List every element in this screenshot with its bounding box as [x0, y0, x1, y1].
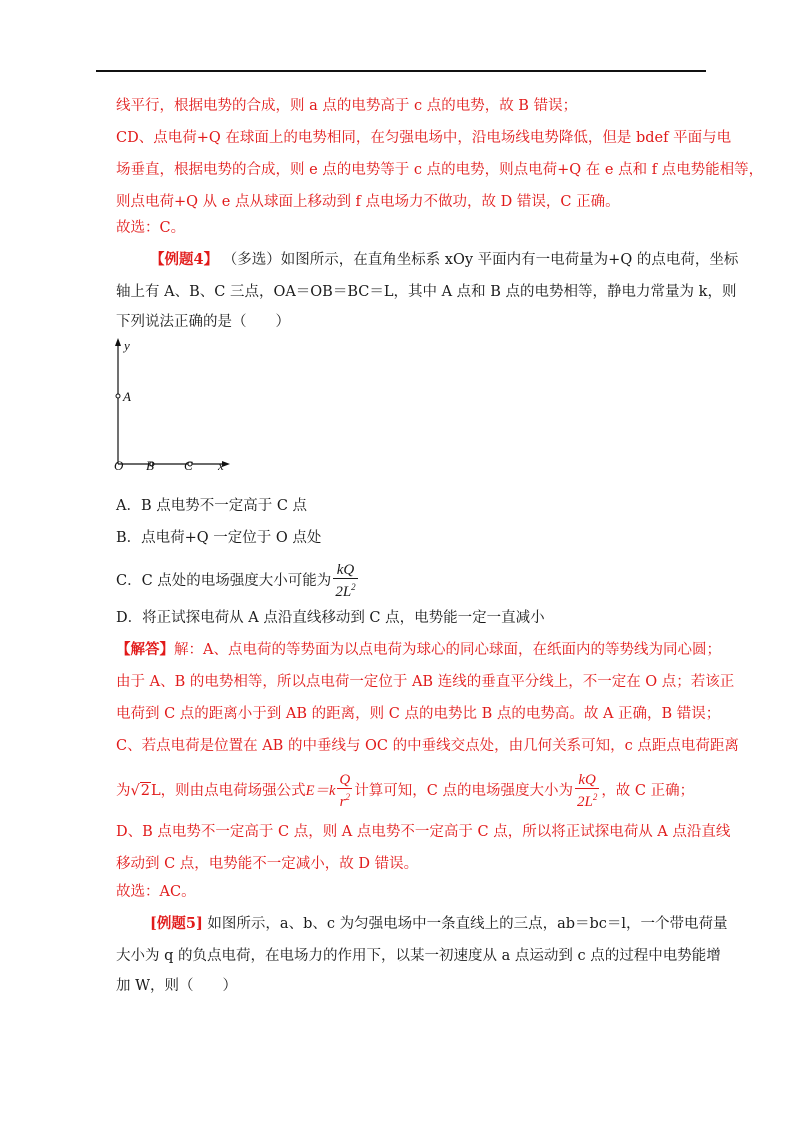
- answer-text-5b: L，则由点电荷场强公式: [150, 783, 306, 799]
- final-answer-c: 故选：C。: [116, 220, 186, 236]
- solution-line-4: 则点电荷+Q 从 e 点从球面上移动到 f 点电场力不做功，故 D 错误，C 正确。: [116, 194, 620, 210]
- final-answer-ac: 故选：AC。: [116, 884, 196, 900]
- answer-line-6: D、B 点电势不一定高于 C 点，则 A 点电势不一定高于 C 点，所以将正试探电荷从 A 点沿直线: [116, 824, 731, 840]
- x-axis: [118, 461, 230, 467]
- option-c: [116, 562, 360, 600]
- answer-line-4: C、若点电荷是位置在 AB 的中垂线与 OC 的中垂线交点处，由几何关系可知，c 点距点电荷距离: [116, 738, 739, 754]
- example5-line-1: [150, 914, 728, 934]
- example4-line-2: 轴上有 A、B、C 三点，OA＝OB＝BC＝L，其中 A 点和 B 点的电势相等，静电力常量为 k，则: [116, 284, 737, 300]
- answer-text-5d: ，故 C 正确；: [601, 783, 695, 799]
- y-axis: [115, 338, 121, 464]
- label-b: B: [146, 458, 154, 473]
- answer-line-5: [116, 772, 694, 810]
- coordinate-figure: [110, 336, 240, 476]
- kq-over-2l2-fraction: $\frac{kQ}{2L^2}$: [335, 562, 356, 600]
- header-rule: [96, 70, 706, 72]
- e-formula: E＝k: [305, 783, 336, 799]
- solution-line-2: CD、点电荷+Q 在球面上的电势相同，在匀强电场中，沿电场线电势降低，但是 bdef 平面与电: [116, 130, 732, 146]
- answer-line-2: 由于 A、B 的电势相等，所以点电荷一定位于 AB 连线的垂直平分线上，不一定在 O 点；若该正: [116, 674, 735, 690]
- example4-tag: 【例题4】: [150, 251, 219, 268]
- point-a: [116, 394, 120, 398]
- y-axis-label: y: [124, 338, 130, 353]
- answer-text-1: 解：A、点电荷的等势面为以点电荷为球心的同心球面，在纸面内的等势线为同心圆；: [174, 642, 721, 658]
- answer-tag: 【解答】: [116, 641, 174, 658]
- option-b: B．点电荷+Q 一定位于 O 点处: [116, 530, 322, 546]
- example5-tag: [例题5]: [150, 915, 203, 932]
- x-axis-label: x: [218, 458, 224, 473]
- solution-line-3: 场垂直，根据电势的合成，则 e 点的电势等于 c 点的电势，则点电荷+Q 在 e 点和 f 点电势能相等，: [116, 162, 764, 178]
- sqrt-two: √2: [130, 783, 150, 799]
- label-c: C: [184, 458, 193, 473]
- q-over-r2-fraction: $\frac{Q}{r^2}$: [339, 772, 351, 810]
- answer-text-5a: 为: [116, 783, 131, 799]
- example4-line-1: [150, 250, 738, 270]
- answer-line-3: 电荷到 C 点的距离小于到 AB 的距离，则 C 点的电势比 B 点的电势高。故 A 正确，B 错误；: [116, 706, 721, 722]
- option-c-text: C．C 点处的电场强度大小可能为: [116, 573, 332, 589]
- example5-line-2: 大小为 q 的负点电荷，在电场力的作用下，以某一初速度从 a 点运动到 c 点的过程中电势能增: [116, 948, 721, 964]
- label-o: O: [114, 458, 124, 473]
- example4-text-1: （多选）如图所示，在直角坐标系 xOy 平面内有一电荷量为+Q 的点电荷，坐标: [222, 252, 739, 268]
- example5-line-3: 加 W，则（ ）: [116, 978, 238, 994]
- answer-line-7: 移动到 C 点，电势能不一定减小，故 D 错误。: [116, 856, 419, 872]
- option-d: D．将正试探电荷从 A 点沿直线移动到 C 点，电势能一定一直减小: [116, 610, 545, 626]
- example4-line-3: 下列说法正确的是（ ）: [116, 314, 290, 330]
- answer-kq-over-2l2-fraction: $\frac{kQ}{2L^2}$: [576, 772, 598, 810]
- answer-text-5c: 计算可知，C 点的电场强度大小为: [354, 783, 573, 799]
- label-a: A: [123, 389, 131, 404]
- option-a: A．B 点电势不一定高于 C 点: [116, 498, 308, 514]
- solution-line-1: 线平行，根据电势的合成，则 a 点的电势高于 c 点的电势，故 B 错误；: [116, 98, 578, 114]
- answer-line-1: [116, 640, 721, 660]
- example5-text-1: 如图所示，a、b、c 为匀强电场中一条直线上的三点，ab＝bc＝l，一个带电荷量: [207, 916, 728, 932]
